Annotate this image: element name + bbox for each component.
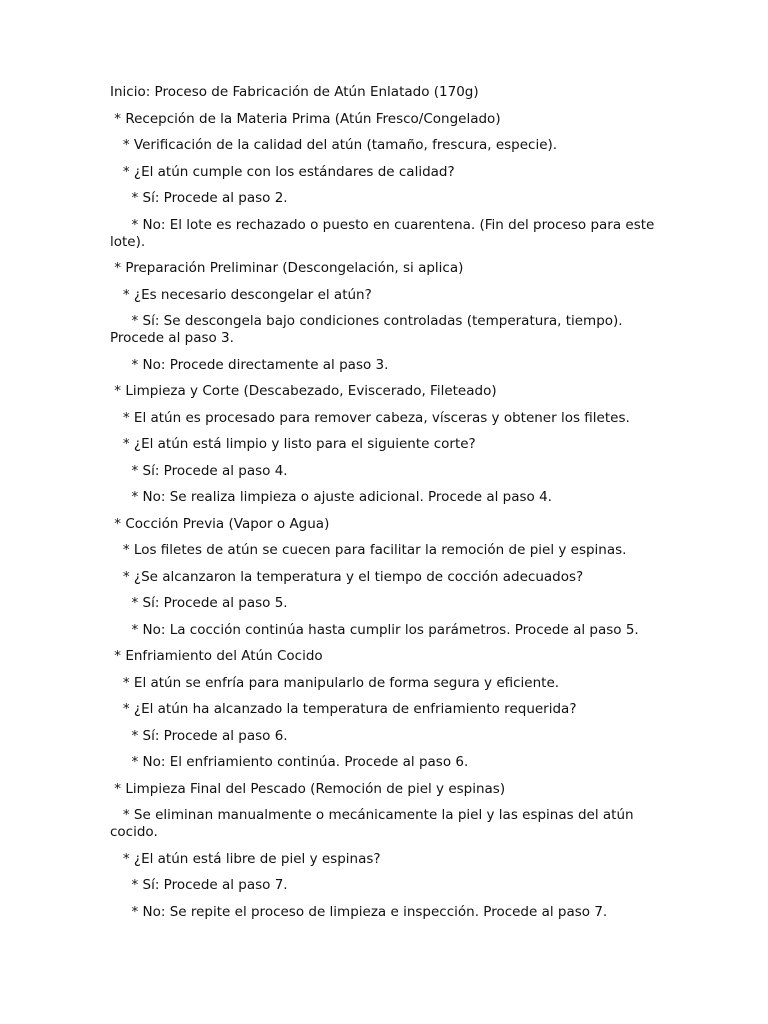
step-question: * ¿Se alcanzaron la temperatura y el tiempo de cocción adecuados? [110,568,584,585]
step-answer: * Sí: Se descongela bajo condiciones controladas (temperatura, tiempo). Procede al paso 3. [110,313,627,346]
step-heading: * Limpieza y Corte (Descabezado, Eviscerado, Fileteado) [110,383,497,399]
step-heading: * Enfriamiento del Atún Cocido [110,648,323,664]
step-heading: * Recepción de la Materia Prima (Atún Fresco/Congelado) [110,110,501,127]
step-action: * Los filetes de atún se cuecen para facilitar la remoción de piel y espinas. [110,542,627,558]
step-answer: * No: El lote es rechazado o puesto en cuarentena. (Fin del proceso para este lote). [110,216,659,250]
step-action: * El atún es procesado para remover cabeza, vísceras y obtener los filetes. [110,409,630,426]
step-answer: * No: Procede directamente al paso 3. [110,356,389,373]
step-answer: * No: Se realiza limpieza o ajuste adicional. Procede al paso 4. [110,489,552,505]
step-action: * Verificación de la calidad del atún (tamaño, frescura, especie). [110,137,558,153]
step-answer: * Sí: Procede al paso 7. [110,877,288,893]
step-question: * ¿Es necesario descongelar el atún? [110,286,372,303]
document-body [110,84,660,921]
step-answer: * Sí: Procede al paso 2. [110,190,288,206]
step-question: * ¿El atún cumple con los estándares de calidad? [110,163,455,180]
step-question: * ¿El atún está limpio y listo para el siguiente corte? [110,436,476,452]
step-action: * Se eliminan manualmente o mecánicamente la piel y las espinas del atún cocido. [110,807,638,840]
step-answer: * Sí: Procede al paso 6. [110,727,288,744]
step-heading: * Cocción Previa (Vapor o Agua) [110,515,330,532]
step-action: * El atún se enfría para manipularlo de forma segura y eficiente. [110,674,560,691]
step-heading: * Limpieza Final del Pescado (Remoción de piel y espinas) [110,780,506,797]
document-title: Inicio: Proceso de Fabricación de Atún Enlatado (170g) [110,84,479,100]
step-answer: * Sí: Procede al paso 5. [110,595,288,611]
step-answer: * Sí: Procede al paso 4. [110,462,288,479]
step-answer: * No: La cocción continúa hasta cumplir los parámetros. Procede al paso 5. [110,621,639,638]
step-question: * ¿El atún ha alcanzado la temperatura de enfriamiento requerida? [110,701,577,717]
step-answer: * No: Se repite el proceso de limpieza e inspección. Procede al paso 7. [110,903,608,920]
step-answer: * No: El enfriamiento continúa. Procede al paso 6. [110,754,469,770]
step-heading: * Preparación Preliminar (Descongelación, si aplica) [110,260,464,276]
step-question: * ¿El atún está libre de piel y espinas? [110,850,381,867]
